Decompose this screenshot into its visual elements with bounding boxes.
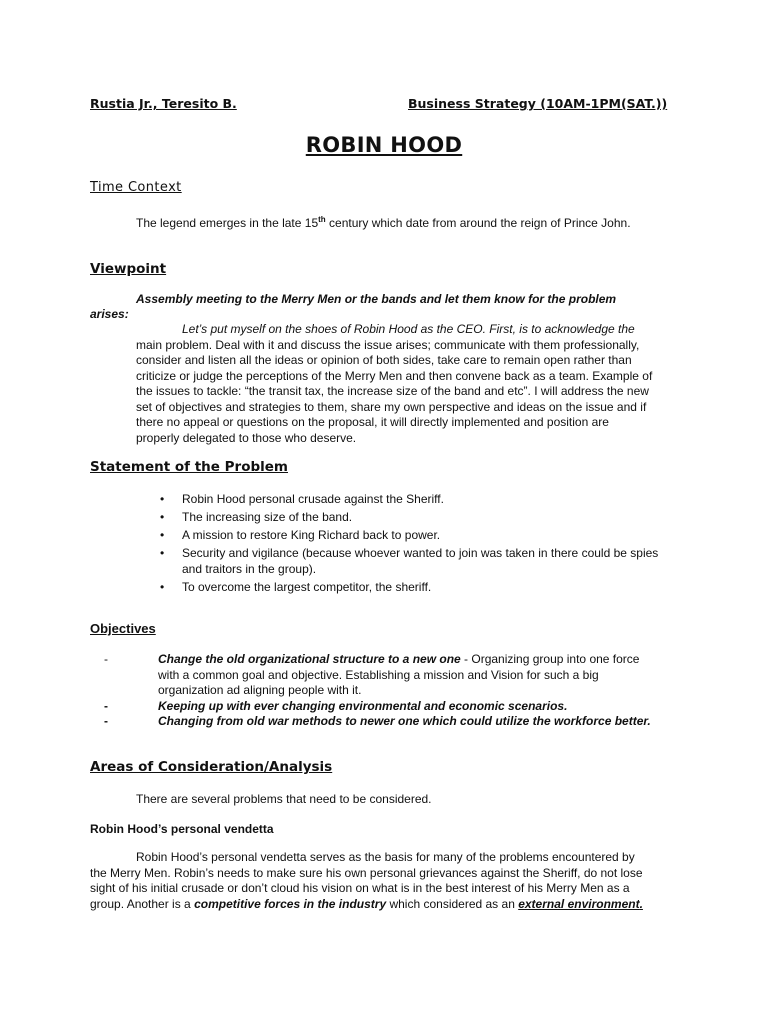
objective-1-line-1 [158,652,704,668]
page-title: ROBIN HOOD [305,133,463,157]
objective-item [104,714,704,730]
objective-1-line-3: organization ad aligning people with it. [158,683,362,697]
list-item [160,546,660,577]
bullet-icon: • [160,579,165,594]
areas-line-4-underlined: external environment [518,896,640,911]
areas-paragraph [90,850,643,912]
objective-1-bold: Change the old organizational structure to a new one [158,652,461,666]
areas-line-2: the Merry Men. Robin’s needs to make sure his own personal grievances against the Sheriff, do not lose [90,865,643,880]
problem-item-text: The increasing size of the band. [182,510,353,524]
areas-line-3: sight of his initial crusade or don’t cloud his vision on what is in the best interest of his Merry Men as a [90,881,630,895]
dash-icon: - [104,652,108,666]
viewpoint-line-7: there no appeal or questions on the proposal, it will directly implemented and position are [136,415,609,429]
areas-intro: There are several problems that need to be considered. [136,792,432,806]
time-context-sup: th [318,215,326,224]
problem-heading: Statement of the Problem [90,459,288,475]
time-context-text-a: The legend emerges in the late 15 [136,216,319,230]
objective-1-rest: - Organizing group into one force [460,652,640,666]
objective-2-text: Keeping up with ever changing environmental and economic scenarios. [158,698,568,713]
viewpoint-line-5: the issues to tackle: “the transit tax, the increase size of the band and etc”. I will address the new [136,384,649,398]
list-item [160,528,660,544]
objective-item [104,699,704,715]
list-item [160,510,660,526]
areas-heading: Areas of Consideration/Analysis [90,759,333,775]
problem-item-text: To overcome the largest competitor, the sheriff. [182,579,432,594]
viewpoint-line-4: criticize or judge the perceptions of the Merry Men and then convene back as a team. Example of [136,368,653,383]
viewpoint-line-6: set of objectives and strategies to them, share my own perspective and ideas on the issue and if [136,399,647,414]
viewpoint-line-2: main problem. Deal with it and discuss the issue arises; communicate with them professionally, [136,337,640,352]
viewpoint-intro-line2: arises: [90,307,129,321]
bullet-icon: • [160,492,165,506]
areas-line-4-bold: competitive forces in the industry [194,896,387,911]
viewpoint-paragraph [136,322,652,446]
areas-subheading: Robin Hood’s personal vendetta [90,822,274,836]
time-context-heading: Time Context [90,180,182,195]
time-context-text-b: century which date from around the reign of Prince John. [325,216,631,230]
objective-1-line-2: with a common goal and objective. Establishing a mission and Vision for such a big [158,667,599,682]
viewpoint-line-1-text: Let’s put myself on the shoes of Robin Hood as the CEO. First, is to acknowledge the [182,322,635,336]
objective-item [104,652,704,699]
areas-line-1: Robin Hood’s personal vendetta serves as the basis for many of the problems encountered by [136,850,635,864]
problem-item-text: A mission to restore King Richard back to power. [182,528,441,542]
bullet-icon: • [160,528,165,542]
problem-item-text: Security and vigilance (because whoever wanted to join was taken in there could be spies and traitors in the group). [182,546,659,576]
viewpoint-line-8: properly delegated to those who deserve. [136,430,357,445]
bullet-icon: • [160,510,165,524]
problem-item-text: Robin Hood personal crusade against the Sheriff. [182,492,444,506]
objective-3-text: Changing from old war methods to newer one which could utilize the workforce better. [158,714,651,728]
areas-line-4 [90,897,643,913]
viewpoint-intro-line1: Assembly meeting to the Merry Men or the bands and let them know for the problem [136,292,617,306]
course-info: Business Strategy (10AM-1PM(SAT.)) [408,96,668,111]
viewpoint-line-1 [136,322,652,338]
areas-line-4-end: . [639,896,643,911]
objectives-list [104,652,704,730]
dash-icon: - [104,714,108,728]
areas-line-4-a: group. Another is a [90,896,195,911]
viewpoint-line-3: consider and listen all the ideas or opinion of both sides, take care to remain open rather than [136,353,632,367]
problem-list [160,492,660,598]
dash-icon: - [104,698,108,713]
author-name: Rustia Jr., Teresito B. [90,96,237,111]
areas-line-4-b: which considered as an [386,896,519,911]
list-item [160,580,660,596]
list-item [160,492,660,508]
viewpoint-heading: Viewpoint [90,261,167,277]
bullet-icon: • [160,546,165,560]
time-context-text [136,212,631,232]
objectives-heading: Objectives [90,621,156,636]
